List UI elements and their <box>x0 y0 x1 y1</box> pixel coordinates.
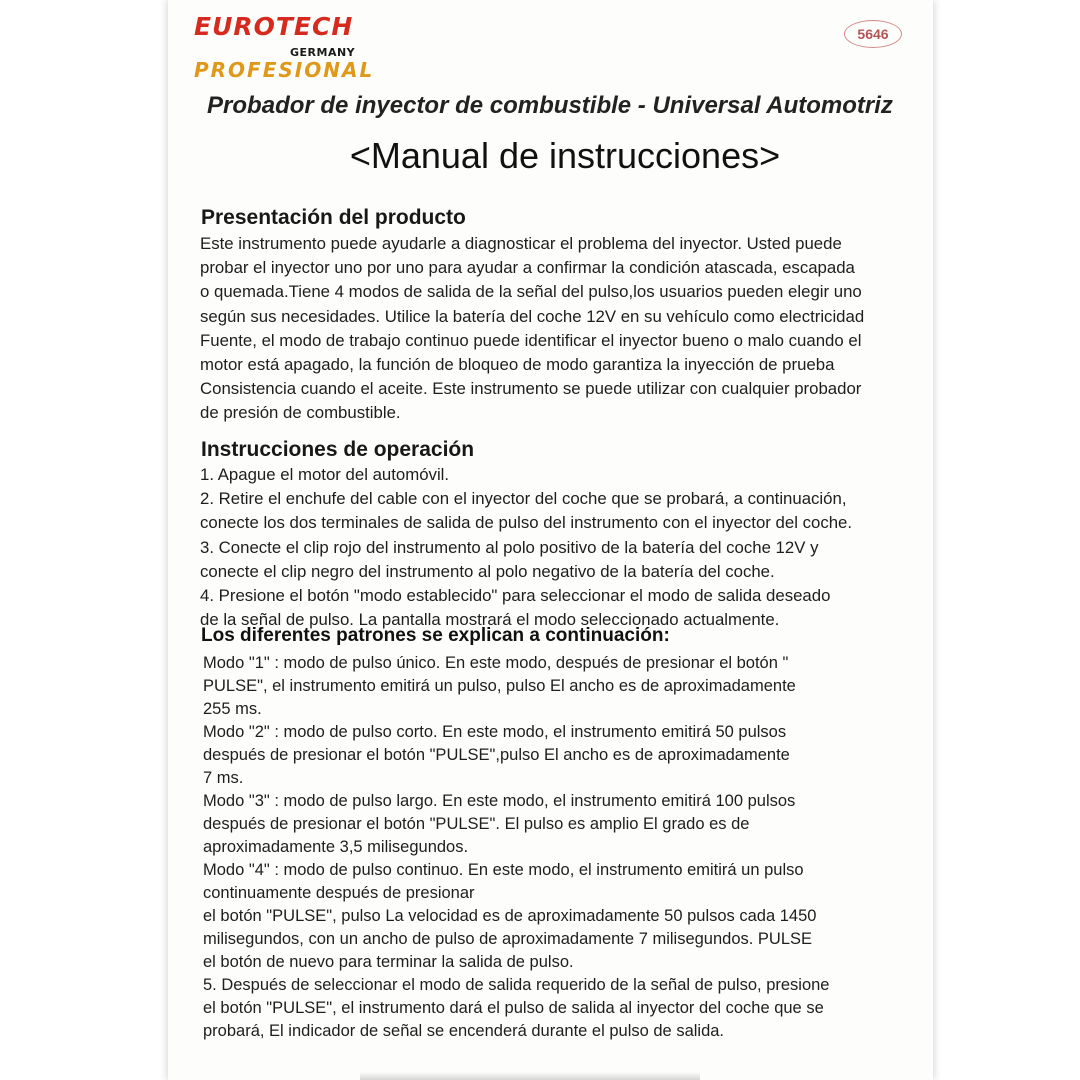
presentation-heading: Presentación del producto <box>201 206 466 229</box>
mode-line: 7 ms. <box>203 769 244 787</box>
step-line: 3. Conecte el clip rojo del instrumento al polo positivo de la batería del coche 12V y <box>200 537 819 557</box>
mode-line: Modo "2" : modo de pulso corto. En este modo, el instrumento emitirá 50 pulsos <box>203 723 787 741</box>
mode-line: el botón "PULSE", pulso La velocidad es de aproximadamente 50 pulsos cada 1450 <box>203 907 817 925</box>
mode-line: aproximadamente 3,5 milisegundos. <box>203 838 469 856</box>
paragraph-line: Fuente, el modo de trabajo continuo puede identificar el inyector bueno o malo cuando el <box>200 330 862 350</box>
product-code-badge: 5646 <box>844 20 902 48</box>
presentation-text <box>200 232 890 426</box>
document-title: Probador de inyector de combustible - Universal Automotriz <box>207 92 893 119</box>
mode-line: PULSE", el instrumento emitirá un pulso, pulso El ancho es de aproximadamente <box>203 677 796 695</box>
paragraph-line: probar el inyector uno por uno para ayudar a confirmar la condición atascada, escapada <box>200 258 855 278</box>
mode-line: Modo "3" : modo de pulso largo. En este modo, el instrumento emitirá 100 pulsos <box>203 792 796 810</box>
mode-line: después de presionar el botón "PULSE". El pulso es amplio El grado es de <box>203 815 750 833</box>
step-line: 2. Retire el enchufe del cable con el inyector del coche que se probará, a continuación, <box>200 489 847 509</box>
mode-line: el botón "PULSE", el instrumento dará el pulso de salida al inyector del coche que se <box>203 999 824 1017</box>
patterns-text <box>203 652 893 1043</box>
patterns-heading: Los diferentes patrones se explican a continuación: <box>201 625 670 646</box>
step-line: conecte los dos terminales de salida de pulso del instrumento con el inyector del coche. <box>200 513 853 533</box>
page-bottom-shadow <box>360 1072 700 1080</box>
mode-line: 255 ms. <box>203 700 262 718</box>
paragraph-line: según sus necesidades. Utilice la batería del coche 12V en su vehículo como electricidad <box>200 306 865 326</box>
step-line: de la señal de pulso. La pantalla mostrará el modo seleccionado actualmente. <box>200 610 780 630</box>
paragraph-line: Consistencia cuando el aceite. Este instrumento se puede utilizar con cualquier probador <box>200 379 862 399</box>
mode-line: continuamente después de presionar <box>203 884 475 902</box>
mode-line: probará, El indicador de señal se encenderá durante el pulso de salida. <box>203 1022 725 1040</box>
mode-line: el botón de nuevo para terminar la salida de pulso. <box>203 953 574 971</box>
step-line: conecte el clip negro del instrumento al polo negativo de la batería del coche. <box>200 561 775 581</box>
operation-heading: Instrucciones de operación <box>201 438 475 461</box>
mode-line: Modo "4" : modo de pulso continuo. En este modo, el instrumento emitirá un pulso <box>203 861 804 879</box>
paragraph-line: o quemada.Tiene 4 modos de salida de la señal del pulso,los usuarios pueden elegir uno <box>200 282 862 302</box>
brand-country: GERMANY <box>290 46 356 59</box>
brand-line: PROFESIONAL <box>194 58 375 82</box>
mode-line: Modo "1" : modo de pulso único. En este modo, después de presionar el botón " <box>203 654 789 672</box>
document-subtitle: <Manual de instrucciones> <box>349 135 781 176</box>
mode-line: 5. Después de seleccionar el modo de salida requerido de la señal de pulso, presione <box>203 976 830 994</box>
step-line: 4. Presione el botón "modo establecido" para seleccionar el modo de salida deseado <box>200 586 831 606</box>
paragraph-line: de presión de combustible. <box>200 403 401 423</box>
paragraph-line: Este instrumento puede ayudarle a diagnosticar el problema del inyector. Usted puede <box>200 234 842 253</box>
paragraph-line: motor está apagado, la función de bloqueo de modo garantiza la inyección de prueba <box>200 355 835 375</box>
mode-line: después de presionar el botón "PULSE",pulso El ancho es de aproximadamente <box>203 746 790 764</box>
step-line: 1. Apague el motor del automóvil. <box>200 465 450 484</box>
mode-line: milisegundos, con un ancho de pulso de aproximadamente 7 milisegundos. PULSE <box>203 930 813 948</box>
brand-logo: EUROTECH <box>194 12 354 41</box>
operation-steps <box>200 463 890 632</box>
